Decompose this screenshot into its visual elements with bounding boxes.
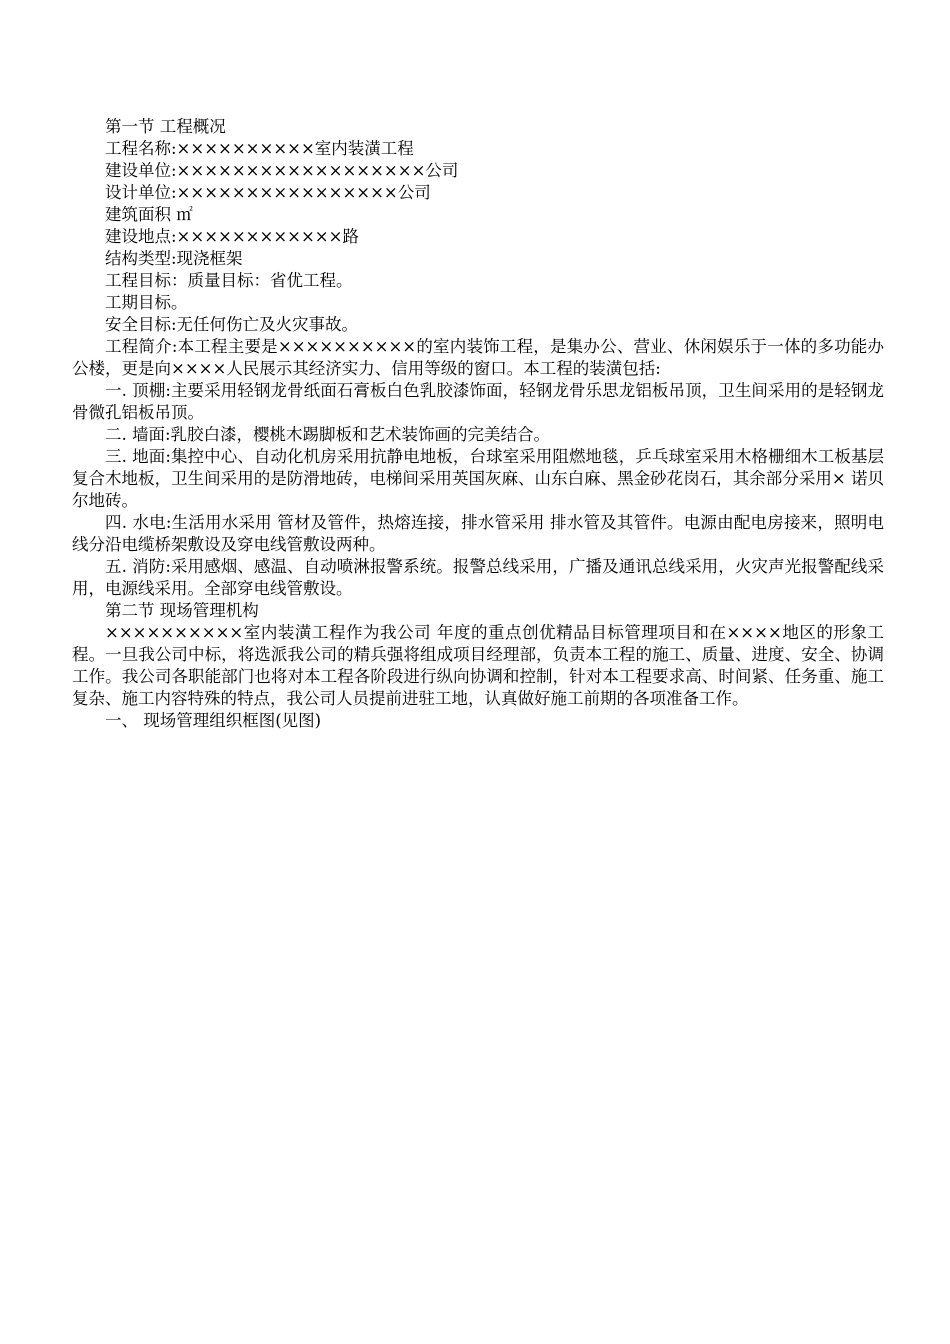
fire-item-paragraph: 五. 消防:采用感烟、感温、自动喷淋报警系统。报警总线采用，广播及通讯总线采用，火灾声光报警配线采用，电源线采用。全部穿电线管敷设。 [72, 557, 884, 598]
site-location-line: 建设地点:××××××××××××路 [105, 227, 359, 246]
client-unit-line: 建设单位:××××××××××××××××××公司 [105, 161, 459, 180]
org-chart-reference: 一、 现场管理组织框图(见图) [105, 711, 322, 730]
ceiling-item-paragraph: 一. 顶棚:主要采用轻钢龙骨纸面石膏板白色乳胶漆饰面，轻钢龙骨乐思龙铝板吊顶，卫生间采用的是轻钢龙骨微孔铝板吊顶。 [72, 381, 884, 422]
schedule-goal-line: 工期目标。 [105, 293, 188, 312]
structure-type-line: 结构类型:现浇框架 [105, 249, 243, 268]
section-heading-overview: 第一节 工程概况 [105, 117, 226, 136]
project-name-line: 工程名称:××××××××××室内装潢工程 [105, 139, 414, 158]
plumbing-item-paragraph: 四. 水电:生活用水采用 管材及管件，热熔连接，排水管采用 排水管及其管件。电源由配电房接来，照明电线分沿电缆桥架敷设及穿电线管敷设两种。 [72, 513, 884, 554]
document-body [72, 116, 884, 732]
floor-area-line: 建筑面积 ㎡ [105, 205, 193, 224]
section-heading-site-management: 第二节 现场管理机构 [105, 601, 259, 620]
site-management-paragraph: ××××××××××室内装潢工程作为我公司 年度的重点创优精品目标管理项目和在××××地区的形象工程。一旦我公司中标，将选派我公司的精兵强将组成项目经理部，负责本工程的施工、质量、进度、安全、协调工作。我公司各职能部门也将对本工程各阶段进行纵向协调和控制，针对本工程要求高、时间紧、任务重、施工复杂、施工内容特殊的特点，我公司人员提前进驻工地，认真做好施工前期的各项准备工作。 [72, 623, 884, 708]
project-goal-line: 工程目标：质量目标：省优工程。 [105, 271, 353, 290]
design-unit-line: 设计单位:××××××××××××××××公司 [105, 183, 431, 202]
floor-item-paragraph: 三. 地面:集控中心、自动化机房采用抗静电地板，台球室采用阻燃地毯，乒乓球室采用木格栅细木工板基层复合木地板，卫生间采用的是防滑地砖，电梯间采用英国灰麻、山东白麻、黑金砂花岗石，其余部分采用× 诺贝尔地砖。 [72, 447, 884, 510]
project-intro-paragraph: 工程简介:本工程主要是××××××××××的室内装饰工程，是集办公、营业、休闲娱乐于一体的多功能办公楼，更是向××××人民展示其经济实力、信用等级的窗口。本工程的装潢包括: [72, 337, 884, 378]
safety-goal-line: 安全目标:无任何伤亡及火灾事故。 [105, 315, 359, 334]
wall-item-paragraph: 二. 墙面:乳胶白漆，樱桃木踢脚板和艺术装饰画的完美结合。 [105, 425, 551, 444]
